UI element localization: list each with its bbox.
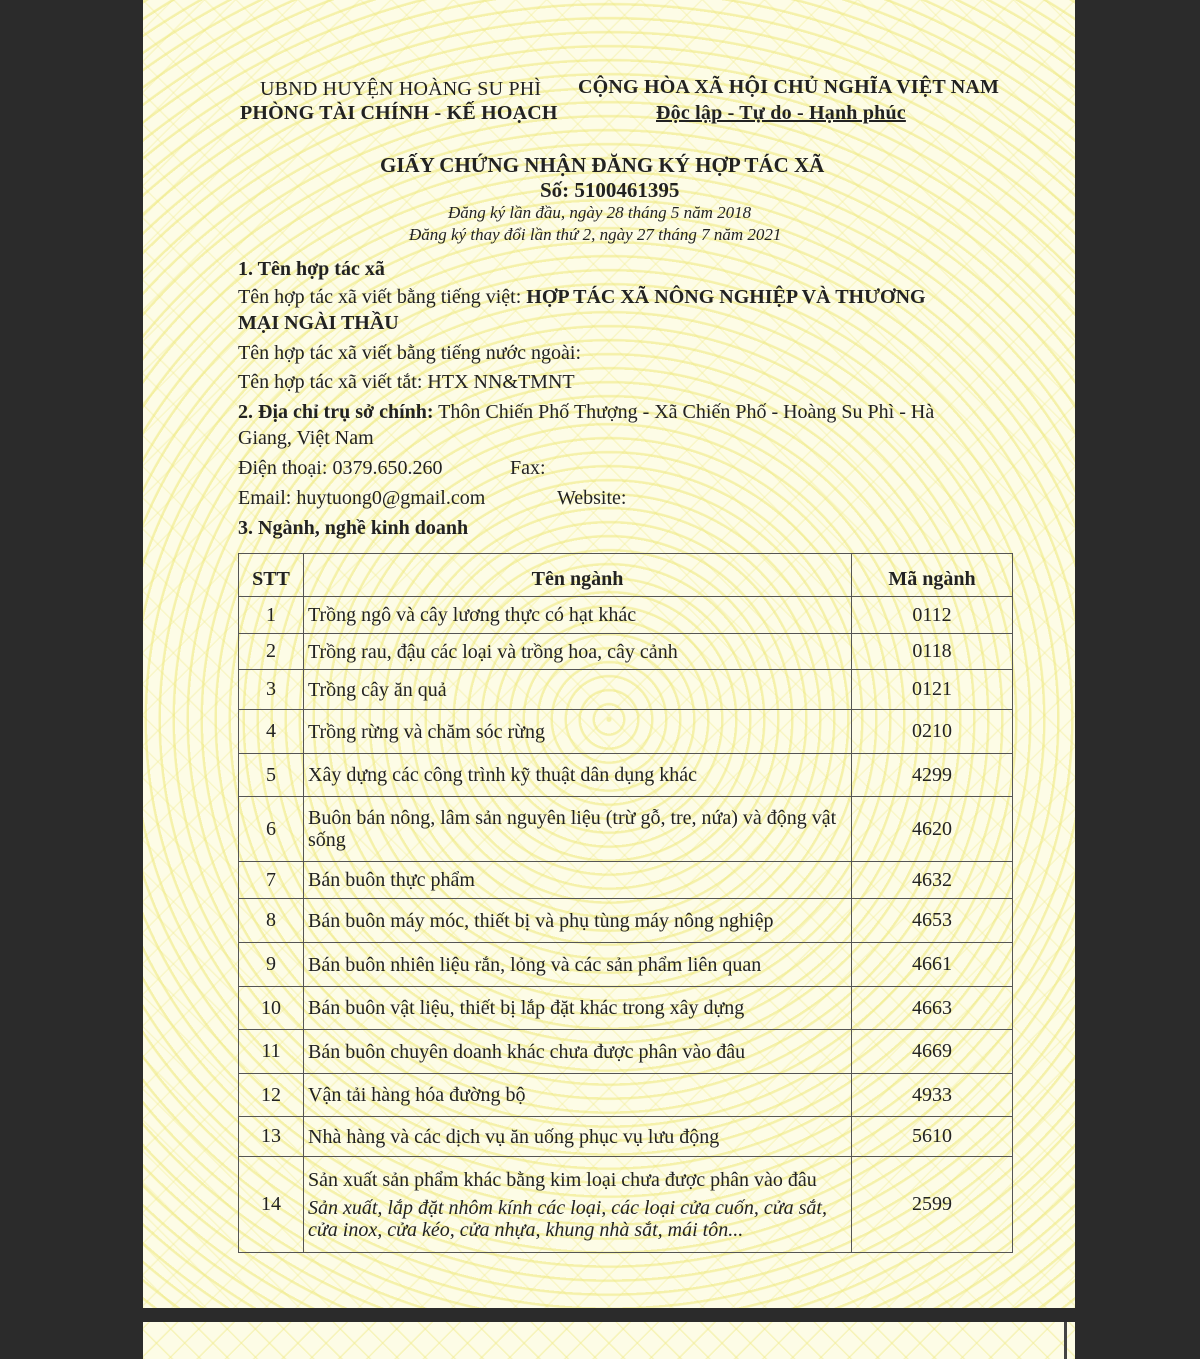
row-name: Trồng rau, đậu các loại và trồng hoa, cây cảnh: [304, 634, 852, 670]
table-row: [239, 1030, 1013, 1074]
row-stt: 2: [239, 634, 304, 670]
email-line: [238, 487, 485, 510]
row-code: 2599: [852, 1157, 1013, 1253]
foreign-name-label: Tên hợp tác xã viết bằng tiếng nước ngoài:: [238, 342, 581, 364]
row-code: 4299: [852, 754, 1013, 797]
table-row: [239, 1157, 1013, 1253]
certificate-page: [143, 0, 1075, 1308]
table-row: [239, 634, 1013, 670]
column-header-stt: STT: [239, 554, 304, 597]
address-value-cont: Giang, Việt Nam: [238, 427, 374, 449]
issuer-line1: UBND HUYỆN HOÀNG SU PHÌ: [260, 78, 542, 100]
row-name: Trồng cây ăn quả: [304, 670, 852, 710]
row-code: 5610: [852, 1117, 1013, 1157]
row-stt: 10: [239, 987, 304, 1030]
section1-heading: 1. Tên hợp tác xã: [238, 258, 385, 280]
issuer-line2: PHÒNG TÀI CHÍNH - KẾ HOẠCH: [240, 102, 558, 124]
row-code: 4933: [852, 1074, 1013, 1117]
abbr-name-label: Tên hợp tác xã viết tắt:: [238, 371, 428, 393]
row-code: 0121: [852, 670, 1013, 710]
table-row: [239, 710, 1013, 754]
address-value: Thôn Chiến Phố Thượng - Xã Chiến Phố - Hoàng Su Phì - Hà: [433, 401, 935, 423]
row-name: Bán buôn máy móc, thiết bị và phụ tùng máy nông nghiệp: [304, 899, 852, 943]
row-stt: 3: [239, 670, 304, 710]
abbr-name-value: HTX NN&TMNT: [427, 371, 575, 393]
certificate-title: GIẤY CHỨNG NHẬN ĐĂNG KÝ HỢP TÁC XÃ: [380, 153, 825, 177]
row-stt: 14: [239, 1157, 304, 1253]
row-code: 4669: [852, 1030, 1013, 1074]
next-page-edge: [143, 1322, 1075, 1359]
email-value: huytuong0@gmail.com: [296, 487, 486, 509]
row-code: 4663: [852, 987, 1013, 1030]
vn-name-value: HỢP TÁC XÃ NÔNG NGHIỆP VÀ THƯƠNG: [526, 286, 926, 308]
row-name: Bán buôn vật liệu, thiết bị lắp đặt khác trong xây dựng: [304, 987, 852, 1030]
row-stt: 11: [239, 1030, 304, 1074]
row-name: Bán buôn thực phẩm: [304, 862, 852, 899]
row-stt: 12: [239, 1074, 304, 1117]
row-name: Bán buôn chuyên doanh khác chưa được phân vào đâu: [304, 1030, 852, 1074]
vn-name-label: Tên hợp tác xã viết bằng tiếng việt:: [238, 286, 527, 308]
row-name: Xây dựng các công trình kỹ thuật dân dụng khác: [304, 754, 852, 797]
phone-label: Điện thoại:: [238, 457, 333, 479]
table-row: [239, 597, 1013, 634]
row-detail: Sản xuất, lắp đặt nhôm kính các loại, các loại cửa cuốn, cửa sắt, cửa inox, cửa kéo, cửa nhựa, khung nhà sắt, mái tôn...: [308, 1196, 827, 1241]
row-name: Nhà hàng và các dịch vụ ăn uống phục vụ lưu động: [304, 1117, 852, 1157]
abbr-name-line: [238, 371, 575, 394]
page-edge-line: [1064, 1322, 1067, 1359]
section2-heading: 2. Địa chỉ trụ sở chính:: [238, 401, 434, 423]
row-stt: 5: [239, 754, 304, 797]
section3-heading: 3. Ngành, nghề kinh doanh: [238, 517, 469, 539]
business-lines-table: [238, 553, 1013, 1253]
national-motto: Độc lập - Tự do - Hạnh phúc: [656, 102, 906, 124]
row-stt: 13: [239, 1117, 304, 1157]
row-name: Vận tải hàng hóa đường bộ: [304, 1074, 852, 1117]
row-name: Buôn bán nông, lâm sản nguyên liệu (trừ gỗ, tre, nứa) và động vật sống: [304, 797, 852, 862]
column-header-name: Tên ngành: [304, 554, 852, 597]
table-row: [239, 797, 1013, 862]
row-code: 4620: [852, 797, 1013, 862]
row-code: 0118: [852, 634, 1013, 670]
first-registration-date: Đăng ký lần đầu, ngày 28 tháng 5 năm 2018: [448, 203, 752, 222]
certificate-number: Số: 5100461395: [540, 178, 680, 202]
row-code: 4661: [852, 943, 1013, 987]
vn-name-value-cont: MẠI NGÀI THẦU: [238, 312, 399, 334]
email-label: Email:: [238, 487, 297, 509]
table-row: [239, 754, 1013, 797]
table-row: [239, 670, 1013, 710]
column-header-code: Mã ngành: [852, 554, 1013, 597]
phone-line: [238, 457, 442, 480]
table-row: [239, 1117, 1013, 1157]
website-label: Website:: [557, 487, 627, 509]
table-row: [239, 987, 1013, 1030]
address-line: [238, 401, 934, 424]
row-name-cell: [304, 1157, 852, 1253]
table-header-row: [239, 554, 1013, 597]
table-row: [239, 899, 1013, 943]
table-row: [239, 1074, 1013, 1117]
row-stt: 7: [239, 862, 304, 899]
row-stt: 6: [239, 797, 304, 862]
fax-label: Fax:: [510, 457, 546, 479]
phone-value: 0379.650.260: [332, 457, 443, 479]
row-code: 4653: [852, 899, 1013, 943]
vn-name-line: [238, 286, 926, 309]
row-name: Trồng ngô và cây lương thực có hạt khác: [304, 597, 852, 634]
row-name: Bán buôn nhiên liệu rắn, lỏng và các sản phẩm liên quan: [304, 943, 852, 987]
row-code: 0210: [852, 710, 1013, 754]
row-stt: 8: [239, 899, 304, 943]
row-name: Trồng rừng và chăm sóc rừng: [304, 710, 852, 754]
change-registration-date: Đăng ký thay đổi lần thứ 2, ngày 27 tháng 7 năm 2021: [409, 225, 782, 244]
row-code: 4632: [852, 862, 1013, 899]
row-code: 0112: [852, 597, 1013, 634]
row-stt: 4: [239, 710, 304, 754]
row-name: Sản xuất sản phẩm khác bằng kim loại chưa được phân vào đâu: [308, 1168, 817, 1191]
national-title: CỘNG HÒA XÃ HỘI CHỦ NGHĨA VIỆT NAM: [578, 76, 1000, 98]
table-row: [239, 943, 1013, 987]
row-stt: 1: [239, 597, 304, 634]
row-stt: 9: [239, 943, 304, 987]
table-row: [239, 862, 1013, 899]
